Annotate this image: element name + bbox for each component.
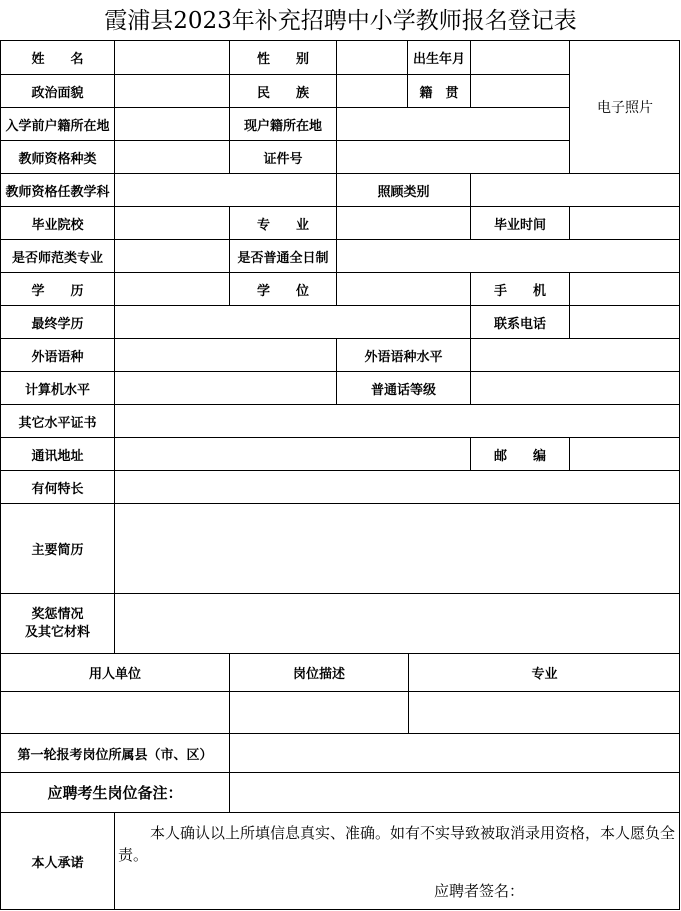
cert-no-label: 证件号	[263, 151, 303, 167]
rewards-label	[1, 594, 114, 653]
post-desc-header: 岗位描述	[292, 667, 345, 682]
pledge-label: 本人承诺	[31, 855, 84, 871]
foreign-level-label: 外语语种水平	[364, 349, 443, 365]
signature-label: 应聘者签名：	[434, 882, 525, 900]
specialty-label: 有何特长	[31, 481, 84, 497]
normal-major-label: 是否师范类专业	[11, 250, 103, 266]
name-label: 姓 名	[31, 52, 84, 67]
computer-level-label: 计算机水平	[24, 382, 90, 398]
graduate-time-label: 毕业时间	[493, 217, 546, 233]
post-remark-field[interactable]	[230, 773, 680, 812]
rewards-label-line2: 及其它材料	[24, 624, 90, 640]
post-major-field[interactable]	[409, 692, 680, 733]
birth-label: 出生年月	[412, 52, 465, 67]
degree-label: 学 位	[256, 283, 309, 299]
post-remark-label: 应聘考生岗位备注：	[47, 784, 183, 802]
resume-label: 主要简历	[31, 543, 84, 558]
care-category-label: 照顾类别	[377, 184, 430, 200]
graduate-school-label: 毕业院校	[31, 217, 84, 233]
first-round-county-label: 第一轮报考岗位所属县（市、区）	[17, 747, 213, 763]
resume-field[interactable]	[115, 504, 680, 593]
native-place-label: 籍 贯	[419, 85, 459, 101]
other-certs-label: 其它水平证书	[18, 415, 97, 431]
foreign-language-label: 外语语种	[31, 349, 84, 365]
fulltime-label: 是否普通全日制	[237, 250, 329, 266]
photo-placeholder[interactable]: 电子照片	[597, 100, 653, 116]
form-title: 霞浦县2023年补充招聘中小学教师报名登记表	[104, 8, 577, 34]
postcode-label: 邮 编	[493, 448, 546, 464]
name-field[interactable]	[115, 41, 229, 74]
employer-field[interactable]	[1, 692, 229, 733]
pre-school-household-label: 入学前户籍所在地	[5, 118, 110, 134]
birth-field[interactable]	[471, 41, 569, 74]
ethnicity-label: 民 族	[256, 85, 309, 101]
politics-label: 政治面貌	[31, 85, 84, 101]
final-education-label: 最终学历	[31, 316, 84, 332]
employer-header: 用人单位	[88, 667, 141, 682]
rewards-label-line1: 奖惩情况	[31, 606, 84, 622]
address-label: 通讯地址	[31, 448, 84, 464]
gender-label: 性 别	[256, 52, 309, 67]
current-household-label: 现户籍所在地	[243, 118, 322, 134]
contact-phone-label: 联系电话	[493, 316, 546, 332]
mandarin-level-label: 普通话等级	[370, 382, 436, 398]
post-major-header: 专业	[531, 667, 558, 682]
pledge-text: 本人确认以上所填信息真实、准确。如有不实导致被取消录用资格，本人愿负全责。	[118, 824, 676, 864]
education-label: 学 历	[31, 283, 84, 299]
teacher-cert-subject-label: 教师资格任教学科	[5, 184, 110, 200]
post-desc-field[interactable]	[230, 692, 408, 733]
rewards-field[interactable]	[115, 594, 680, 653]
gender-field[interactable]	[337, 41, 407, 74]
mobile-label: 手 机	[493, 283, 546, 299]
teacher-cert-type-label: 教师资格种类	[18, 151, 97, 167]
major-label: 专 业	[256, 217, 309, 233]
first-round-county-field[interactable]	[230, 734, 680, 772]
